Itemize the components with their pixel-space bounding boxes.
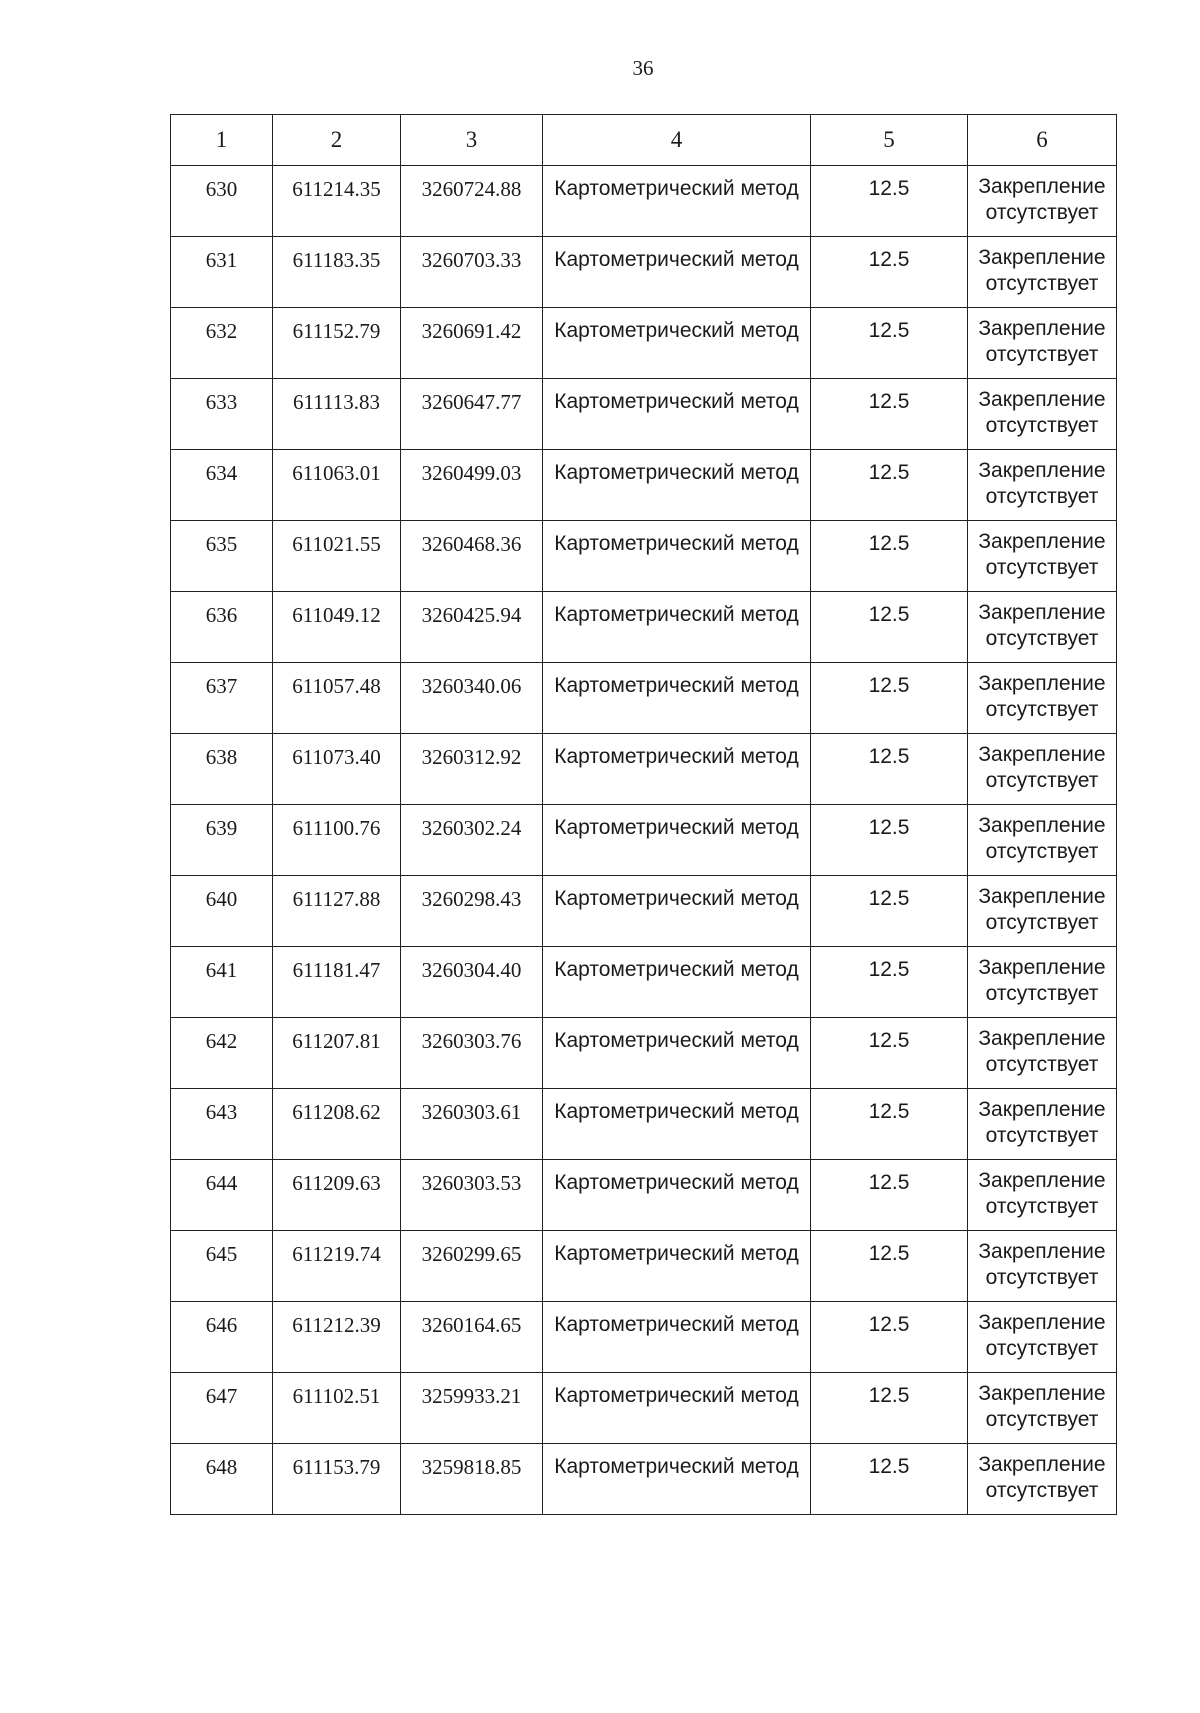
fixation-cell: Закрепление отсутствует (968, 521, 1117, 592)
fixation-cell: Закрепление отсутствует (968, 308, 1117, 379)
point-number-cell: 630 (171, 166, 273, 237)
y-coordinate-cell: 3260691.42 (401, 308, 543, 379)
x-coordinate-cell: 611021.55 (273, 521, 401, 592)
y-coordinate-cell: 3260340.06 (401, 663, 543, 734)
y-coordinate-cell: 3260724.88 (401, 166, 543, 237)
header-cell-6: 6 (968, 115, 1117, 166)
method-cell: Картометрический метод (543, 734, 811, 805)
method-cell: Картометрический метод (543, 592, 811, 663)
table-row (171, 308, 1117, 379)
table-row (171, 1302, 1117, 1373)
point-number-cell: 646 (171, 1302, 273, 1373)
fixation-cell: Закрепление отсутствует (968, 663, 1117, 734)
point-number-cell: 644 (171, 1160, 273, 1231)
y-coordinate-cell: 3260304.40 (401, 947, 543, 1018)
fixation-cell: Закрепление отсутствует (968, 237, 1117, 308)
header-row (171, 115, 1117, 166)
x-coordinate-cell: 611181.47 (273, 947, 401, 1018)
table-row (171, 1231, 1117, 1302)
table-row (171, 805, 1117, 876)
y-coordinate-cell: 3260499.03 (401, 450, 543, 521)
fixation-cell: Закрепление отсутствует (968, 166, 1117, 237)
header-cell-2: 2 (273, 115, 401, 166)
point-number-cell: 631 (171, 237, 273, 308)
table-row (171, 1089, 1117, 1160)
y-coordinate-cell: 3260468.36 (401, 521, 543, 592)
y-coordinate-cell: 3260299.65 (401, 1231, 543, 1302)
method-cell: Картометрический метод (543, 379, 811, 450)
x-coordinate-cell: 611208.62 (273, 1089, 401, 1160)
fixation-cell: Закрепление отсутствует (968, 1444, 1117, 1515)
header-cell-3: 3 (401, 115, 543, 166)
fixation-cell: Закрепление отсутствует (968, 734, 1117, 805)
fixation-cell: Закрепление отсутствует (968, 1160, 1117, 1231)
point-number-cell: 639 (171, 805, 273, 876)
method-cell: Картометрический метод (543, 237, 811, 308)
fixation-cell: Закрепление отсутствует (968, 947, 1117, 1018)
accuracy-cell: 12.5 (811, 1373, 968, 1444)
method-cell: Картометрический метод (543, 1444, 811, 1515)
table-row (171, 379, 1117, 450)
x-coordinate-cell: 611100.76 (273, 805, 401, 876)
x-coordinate-cell: 611063.01 (273, 450, 401, 521)
header-cell-1: 1 (171, 115, 273, 166)
x-coordinate-cell: 611057.48 (273, 663, 401, 734)
point-number-cell: 645 (171, 1231, 273, 1302)
accuracy-cell: 12.5 (811, 450, 968, 521)
fixation-cell: Закрепление отсутствует (968, 1089, 1117, 1160)
accuracy-cell: 12.5 (811, 166, 968, 237)
accuracy-cell: 12.5 (811, 1231, 968, 1302)
method-cell: Картометрический метод (543, 805, 811, 876)
method-cell: Картометрический метод (543, 876, 811, 947)
point-number-cell: 647 (171, 1373, 273, 1444)
point-number-cell: 634 (171, 450, 273, 521)
y-coordinate-cell: 3260164.65 (401, 1302, 543, 1373)
x-coordinate-cell: 611183.35 (273, 237, 401, 308)
table-row (171, 1018, 1117, 1089)
point-number-cell: 632 (171, 308, 273, 379)
x-coordinate-cell: 611152.79 (273, 308, 401, 379)
header-cell-4: 4 (543, 115, 811, 166)
method-cell: Картометрический метод (543, 1018, 811, 1089)
coordinates-table (170, 114, 1117, 1515)
table-row (171, 734, 1117, 805)
page-number: 36 (632, 56, 654, 80)
method-cell: Картометрический метод (543, 663, 811, 734)
table-header (171, 115, 1117, 166)
x-coordinate-cell: 611212.39 (273, 1302, 401, 1373)
header-cell-5: 5 (811, 115, 968, 166)
method-cell: Картометрический метод (543, 1302, 811, 1373)
accuracy-cell: 12.5 (811, 734, 968, 805)
y-coordinate-cell: 3260303.76 (401, 1018, 543, 1089)
fixation-cell: Закрепление отсутствует (968, 876, 1117, 947)
table-row (171, 450, 1117, 521)
accuracy-cell: 12.5 (811, 237, 968, 308)
x-coordinate-cell: 611153.79 (273, 1444, 401, 1515)
y-coordinate-cell: 3260703.33 (401, 237, 543, 308)
table-body (171, 166, 1117, 1515)
point-number-cell: 640 (171, 876, 273, 947)
fixation-cell: Закрепление отсутствует (968, 805, 1117, 876)
method-cell: Картометрический метод (543, 1089, 811, 1160)
fixation-cell: Закрепление отсутствует (968, 379, 1117, 450)
y-coordinate-cell: 3260303.53 (401, 1160, 543, 1231)
accuracy-cell: 12.5 (811, 1160, 968, 1231)
fixation-cell: Закрепление отсутствует (968, 592, 1117, 663)
x-coordinate-cell: 611073.40 (273, 734, 401, 805)
table-row (171, 237, 1117, 308)
fixation-cell: Закрепление отсутствует (968, 1231, 1117, 1302)
accuracy-cell: 12.5 (811, 379, 968, 450)
method-cell: Картометрический метод (543, 166, 811, 237)
point-number-cell: 636 (171, 592, 273, 663)
point-number-cell: 633 (171, 379, 273, 450)
accuracy-cell: 12.5 (811, 1089, 968, 1160)
x-coordinate-cell: 611209.63 (273, 1160, 401, 1231)
accuracy-cell: 12.5 (811, 521, 968, 592)
x-coordinate-cell: 611049.12 (273, 592, 401, 663)
x-coordinate-cell: 611214.35 (273, 166, 401, 237)
table-row (171, 1444, 1117, 1515)
method-cell: Картометрический метод (543, 1231, 811, 1302)
point-number-cell: 641 (171, 947, 273, 1018)
accuracy-cell: 12.5 (811, 592, 968, 663)
table-row (171, 947, 1117, 1018)
table-row (171, 592, 1117, 663)
accuracy-cell: 12.5 (811, 1018, 968, 1089)
x-coordinate-cell: 611102.51 (273, 1373, 401, 1444)
x-coordinate-cell: 611113.83 (273, 379, 401, 450)
x-coordinate-cell: 611219.74 (273, 1231, 401, 1302)
x-coordinate-cell: 611127.88 (273, 876, 401, 947)
y-coordinate-cell: 3260312.92 (401, 734, 543, 805)
table-row (171, 663, 1117, 734)
accuracy-cell: 12.5 (811, 947, 968, 1018)
fixation-cell: Закрепление отсутствует (968, 1018, 1117, 1089)
table-row (171, 166, 1117, 237)
fixation-cell: Закрепление отсутствует (968, 1373, 1117, 1444)
accuracy-cell: 12.5 (811, 876, 968, 947)
point-number-cell: 642 (171, 1018, 273, 1089)
method-cell: Картометрический метод (543, 450, 811, 521)
accuracy-cell: 12.5 (811, 308, 968, 379)
fixation-cell: Закрепление отсутствует (968, 1302, 1117, 1373)
table-row (171, 1373, 1117, 1444)
point-number-cell: 635 (171, 521, 273, 592)
y-coordinate-cell: 3260303.61 (401, 1089, 543, 1160)
fixation-cell: Закрепление отсутствует (968, 450, 1117, 521)
x-coordinate-cell: 611207.81 (273, 1018, 401, 1089)
accuracy-cell: 12.5 (811, 663, 968, 734)
method-cell: Картометрический метод (543, 1373, 811, 1444)
point-number-cell: 643 (171, 1089, 273, 1160)
y-coordinate-cell: 3260647.77 (401, 379, 543, 450)
table-row (171, 521, 1117, 592)
method-cell: Картометрический метод (543, 521, 811, 592)
point-number-cell: 638 (171, 734, 273, 805)
accuracy-cell: 12.5 (811, 805, 968, 876)
y-coordinate-cell: 3260302.24 (401, 805, 543, 876)
method-cell: Картометрический метод (543, 308, 811, 379)
method-cell: Картометрический метод (543, 1160, 811, 1231)
y-coordinate-cell: 3260298.43 (401, 876, 543, 947)
y-coordinate-cell: 3259933.21 (401, 1373, 543, 1444)
table-row (171, 1160, 1117, 1231)
table-row (171, 876, 1117, 947)
y-coordinate-cell: 3260425.94 (401, 592, 543, 663)
accuracy-cell: 12.5 (811, 1302, 968, 1373)
point-number-cell: 648 (171, 1444, 273, 1515)
point-number-cell: 637 (171, 663, 273, 734)
accuracy-cell: 12.5 (811, 1444, 968, 1515)
method-cell: Картометрический метод (543, 947, 811, 1018)
y-coordinate-cell: 3259818.85 (401, 1444, 543, 1515)
